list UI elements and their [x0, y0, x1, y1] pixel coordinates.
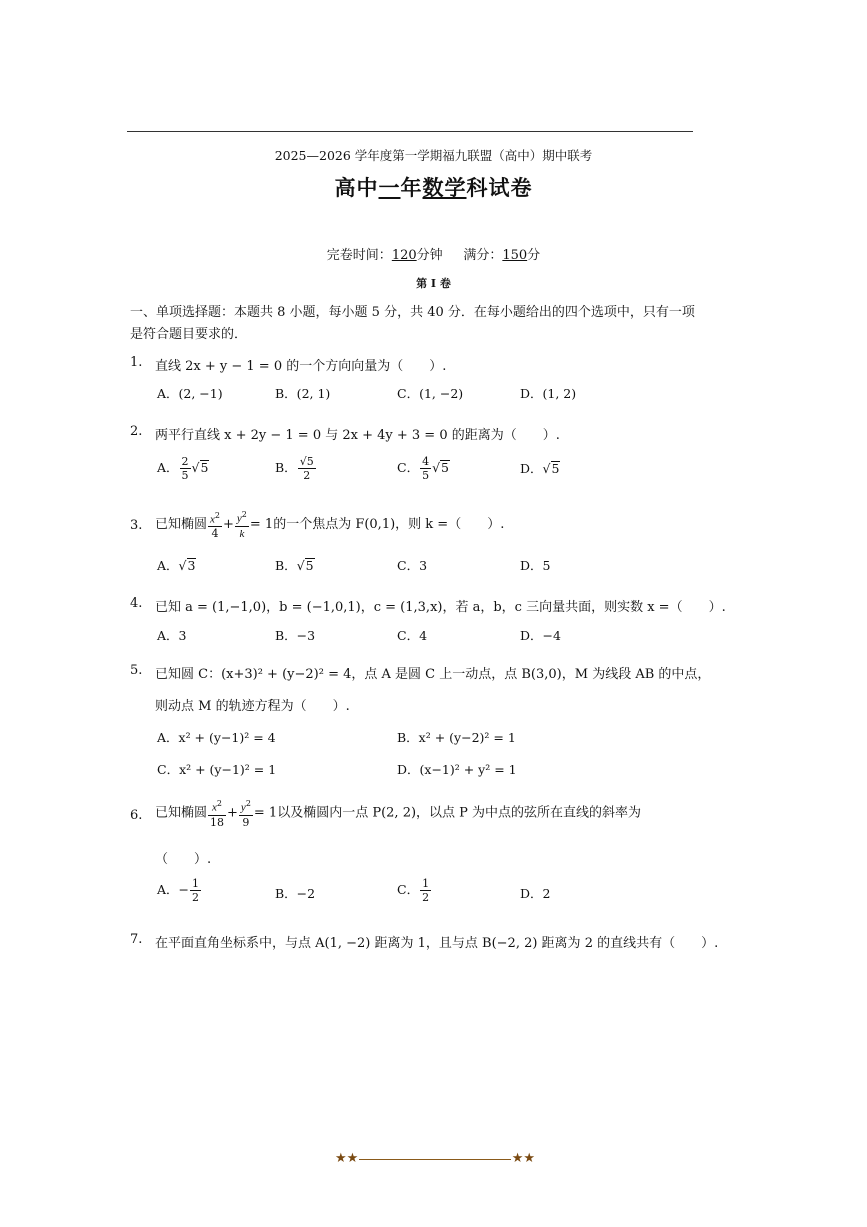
q5-option-a: A．x² + (y−1)² = 4 — [157, 730, 276, 745]
q2-text: 两平行直线 x + 2y − 1 = 0 与 2x + 4y + 3 = 0 的距离为（ ）. — [155, 428, 560, 443]
q2-option-c: C． $\frac{4}{5}$ √5 — [397, 455, 449, 482]
footer-rule — [359, 1159, 511, 1160]
q6-number: 6. — [130, 808, 143, 823]
time-unit: 分钟 — [416, 248, 443, 263]
q1-number: 1. — [130, 355, 143, 370]
q7-number: 7. — [130, 932, 143, 947]
q5-number: 5. — [130, 663, 143, 678]
title-grade: 一 — [378, 176, 401, 200]
q3-option-b: B．√5 — [275, 558, 314, 573]
q4-option-c: C．4 — [397, 628, 428, 643]
volume-label: 第 I 卷 — [416, 277, 451, 290]
q4-number: 4. — [130, 596, 143, 611]
q3-option-d: D．5 — [520, 558, 551, 573]
q6-text-line3: （ ）. — [155, 852, 212, 867]
q6-option-b: B．−2 — [275, 886, 316, 901]
q1-text: 直线 2x + y − 1 = 0 的一个方向向量为（ ）. — [155, 359, 447, 374]
title-subject: 数学 — [422, 176, 467, 200]
q1-option-c: C．(1, −2) — [397, 386, 464, 401]
title-prefix: 高中 — [334, 176, 379, 200]
title-suffix: 科试卷 — [466, 176, 533, 200]
q5-text: 已知圆 C：(x+3)² + (y−2)² = 4，点 A 是圆 C 上一动点，点 B(3,0)，M 为线段 AB 的中点， — [155, 667, 711, 682]
q7-text: 在平面直角坐标系中，与点 A(1, −2) 距离为 1，且与点 B(−2, 2) 距离为 2 的直线共有（ ）. — [155, 936, 719, 951]
q4-option-a: A．3 — [157, 628, 187, 643]
q5-option-b: B．x² + (y−2)² = 1 — [397, 730, 516, 745]
q6-option-a: A．− $\frac{1}{2}$ — [157, 877, 200, 904]
q1-option-d: D．(1, 2) — [520, 386, 577, 401]
score-label: 满分： — [463, 248, 503, 263]
q2-option-a: A． $\frac{2}{5}$ √5 — [157, 455, 209, 482]
q6-text: 已知椭圆 $\frac{x^2}{18}$ + $\frac{y^2}{9}$ = 1以及椭圆内一点 P(2, 2)，以点 P 为中点的弦所在直线的斜率为 — [155, 799, 642, 829]
q2-option-b: B． $\frac{√5}{2}$ — [275, 455, 314, 482]
q1-option-a: A．(2, −1) — [157, 386, 223, 401]
q3-option-a: A．√3 — [157, 558, 196, 573]
q2-option-d: D．√5 — [520, 461, 560, 476]
footer-right-stars: ★★ — [511, 1151, 535, 1166]
time-label: 完卷时间： — [326, 248, 392, 263]
title-mid: 年 — [400, 176, 423, 200]
footer-left-stars: ★★ — [335, 1151, 359, 1166]
q4-option-b: B．−3 — [275, 628, 316, 643]
score-value: 150 — [502, 248, 528, 263]
q6-option-c: C． $\frac{1}{2}$ — [397, 877, 430, 904]
q3-number: 3. — [130, 518, 143, 533]
q3-option-c: C．3 — [397, 558, 428, 573]
q5-text-line2: 则动点 M 的轨迹方程为（ ）. — [155, 699, 350, 714]
q4-option-d: D．−4 — [520, 628, 561, 643]
exam-time-info — [0, 244, 867, 263]
time-value: 120 — [391, 248, 417, 263]
q1-option-b: B．(2, 1) — [275, 386, 331, 401]
page-footer — [335, 1151, 535, 1169]
q5-option-d: D．(x−1)² + y² = 1 — [397, 762, 517, 777]
q4-text: 已知 a = (1,−1,0)，b = (−1,0,1)，c = (1,3,x)，若 a，b，c 三向量共面，则实数 x =（ ）. — [155, 600, 726, 615]
exam-name: 2025—2026 学年度第一学期福九联盟（高中）期中联考 — [274, 148, 593, 163]
q3-text: 已知椭圆 $\frac{x^2}{4}$ + $\frac{y^2}{k}$ = 1的一个焦点为 F(0,1)，则 k =（ ）. — [155, 510, 505, 541]
q6-option-d: D．2 — [520, 886, 551, 901]
q2-number: 2. — [130, 424, 143, 439]
page-title — [0, 172, 867, 202]
section-heading: 一、单项选择题：本题共 8 小题，每小题 5 分，共 40 分．在每小题给出的四个选项中，只有一项是符合题目要求的． — [130, 305, 695, 342]
score-unit: 分 — [527, 248, 541, 263]
top-rule — [127, 131, 693, 132]
q5-option-c: C．x² + (y−1)² = 1 — [157, 762, 277, 777]
